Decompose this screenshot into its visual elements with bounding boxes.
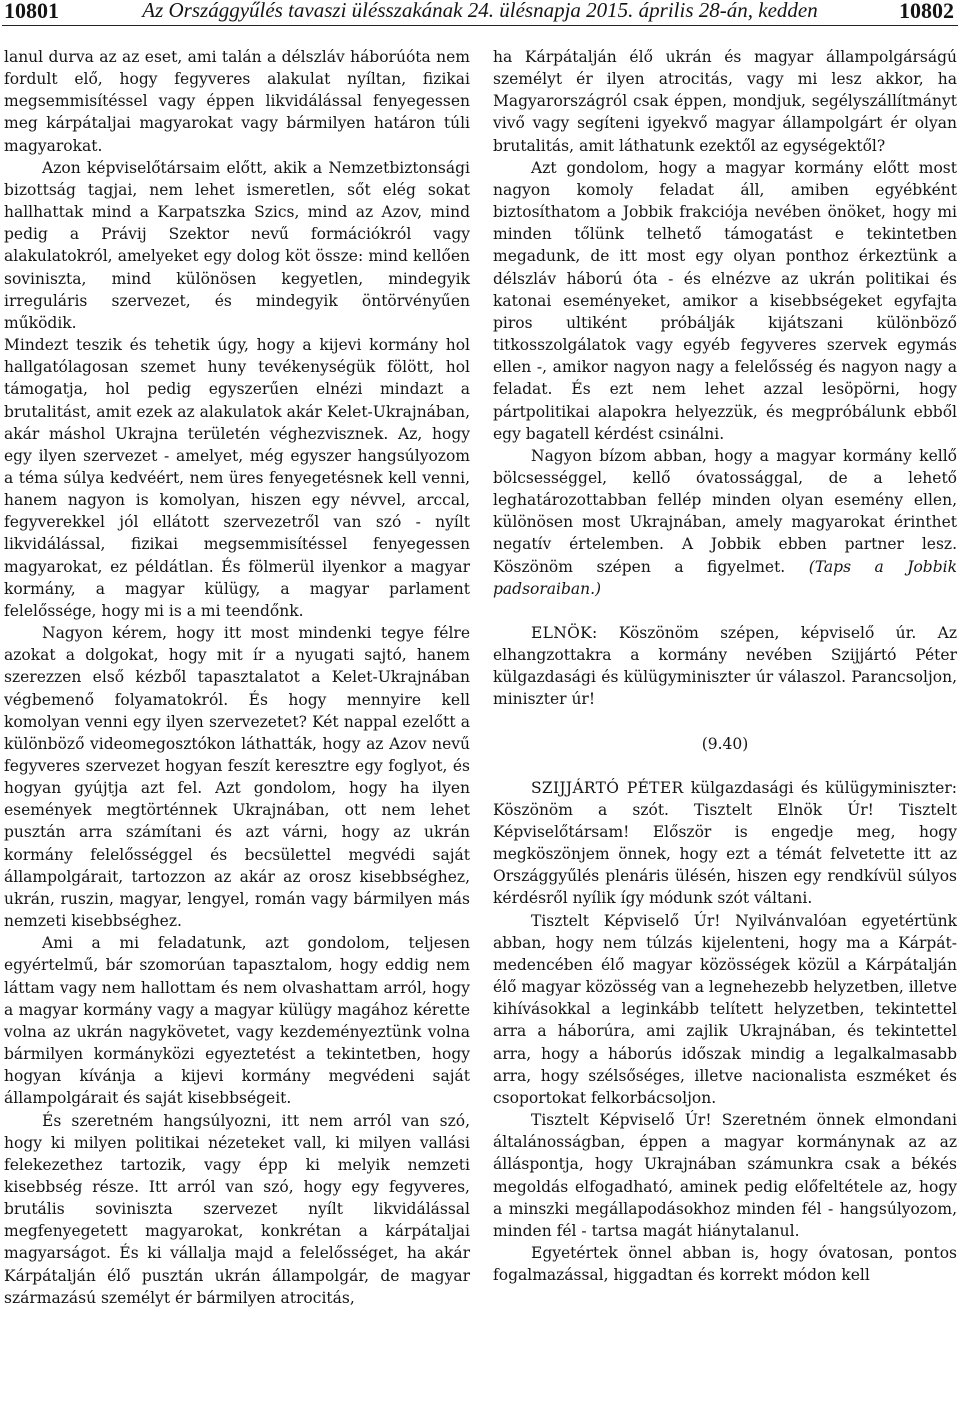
paragraph-text: külgazdasági és külügyminiszter: Köszönöm a szót. Tisztelt Elnök Úr! Tisztelt Képviselőtársam! Először is engedje meg, hogy megköszönjem önnek, hogy ezt a témát felvetette itt az Országgyűlés plenáris ülésén, hiszen egy rendkívül súlyos kérdésről nyílik így módunk szót váltani. (493, 778, 957, 908)
paragraph (493, 445, 957, 600)
paragraph: Ami a mi feladatunk, azt gondolom, teljesen egyértelmű, bár szomorúan tapasztalom, hogy eddig nem láttam vagy nem hallottam és nem olvashattam arról, hogy a magyar kormány vagy a magyar külügy magához kérette volna az ukrán nagykövetet, vagy kezdeményeztünk volna bármilyen kormányközi egyeztetést a tekintetben, hogy hogyan kívánja a kijevi kormány megvédeni saját állampolgárait és saját kisebbségeit. (4, 934, 470, 1108)
minister-statement (493, 777, 957, 910)
paragraph: És szeretném hangsúlyozni, itt nem arról van szó, hogy ki milyen politikai nézeteket vall, ki milyen vallási felekezethez tartozik, vagy épp ki melyik nemzeti kisebbség része. Itt arról van szó, hogy egy fegyveres, brutális soviniszta szervezet nyílt likvidálással megfenyegetett magyarokat, konkrétan a kárpátaljai magyarságot. És ki vállalja majd a felelősséget, ha akár Kárpátalján élő pusztán ukrán állampolgár, de magyar származású személyt ér bármilyen atrocitás, (4, 1111, 470, 1307)
speaker-name: ELNÖK: (531, 623, 598, 642)
paragraph: Nagyon kérem, hogy itt most mindenki tegye félre azokat a dolgokat, hogy mit ír a nyugati sajtó, hanem szerezzen első kézből tapasztalatot a Kelet-Ukrajnában végbemenő folyamatokról. És hogy mennyire kell komolyan venni egy ilyen szervezetet? Két nappal ezelőtt a különböző videomegosztókon láthatták, hogy az Azov nevű fegyveres szervezet hogyan feszít keresztre egy foglyot, és hogyan gyújtja azt fel. Azt gondolom, hogy ha ilyen események megtörténnek Ukrajnában, ott nem lehet pusztán arra számítani és azt várni, hogy az ukrán kormány felelősséggel és becsülettel megvédi saját állampolgárait, tartozzon az akár az orosz kisebbséghez, ukrán, ruszin, magyar, lengyel, román vagy bármilyen más nemzeti kisebbséghez. (4, 624, 470, 931)
page-header (0, 0, 960, 26)
right-column (493, 46, 957, 1286)
timestamp: (9.40) (701, 734, 749, 753)
speaker-name: SZIJJÁRTÓ PÉTER (531, 778, 684, 797)
paragraph: Mindezt teszik és tehetik úgy, hogy a kijevi kormány hol hallgatólagosan szemet huny tevékenységük fölött, hol támogatja, hol pedig egyszerűen elnézi mindazt a brutalitást, amit ezek az alakulatok akár Kelet-Ukrajnában, akár máshol Ukrajna területén véghezvisznek. Az, hogy egy ilyen szervezet - amelyet, még egyszer hangsúlyozom a téma súlya kedvéért, nem üres fenyegetésnek kell venni, hanem nagyon is komolyan, hiszen egy névvel, arccal, fegyverekkel jól ellátott szervezetről van szó - nyílt likvidálással, fizikai megsemmisítéssel fenyegessen magyarokat, ez példátlan. És fölmerül ilyenkor a magyar kormány, a magyar külügy, a magyar parlament felelőssége, hogy mi is a mi teendőnk. (4, 336, 470, 620)
header-rule (2, 25, 958, 26)
applause-note: (Taps a Jobbik padsoraiban.) (493, 557, 957, 598)
paragraph: Egyetértek önnel abban is, hogy óvatosan, pontos fogalmazással, higgadtan és korrekt módon kell (493, 1243, 957, 1285)
paragraph-text: Nagyon bízom abban, hogy a magyar kormány kellő bölcsességgel, kellő óvatossággal, de a lehető leghatározottabban fellép minden olyan esemény ellen, különösen most Ukrajnában, amely magyarokat érinthet negatív értelemben. A Jobbik ebben partner lesz. Köszönöm szépen a figyelmet. (493, 446, 957, 576)
paragraph: ha Kárpátalján élő ukrán és magyar állampolgárságú személyt ér ilyen atrocitás, vagy mi lesz akkor, ha Magyarországról csak éppen, mondjuk, segélyszállítmányt vivő vagy segíteni igyekvő magyar állampolgárt ér olyan brutalitás, amit láthatunk ezektől az egységektől? (493, 48, 957, 155)
paragraph: Azt gondolom, hogy a magyar kormány előtt most nagyon komoly feladat áll, amiben egyébként biztosíthatom a Jobbik frakciója nevében önöket, hogy mi minden tőlünk telhető támogatást e tekintetben megadunk, de itt most egy olyan ponthoz érkeztünk a délszláv háború óta - és elnézve az ukrán politikai és katonai eseményeket, amikor a kisebbségeket egyfajta piros ultiként próbálják kijátszani különböző titkosszolgálatok vagy egyéb fegyveres szervek egymás ellen -, amikor nagyon nagy a felelősség és nagyon nagy a feladat. És ezt nem lehet azzal lesöpörni, hogy pártpolitikai alapokra helyezzük, és megpróbálunk ebből egy bagatell kérdést csinálni. (493, 158, 957, 443)
page-number-left: 10801 (4, 0, 59, 23)
left-column (4, 46, 470, 1309)
chair-statement (493, 622, 957, 711)
paragraph: lanul durva az az eset, ami talán a délszláv háborúóta nem fordult elő, hogy fegyveres alakulat nyíltan, fizikai megsemmisítéssel vagy éppen likvidálással fenyegessen meg kárpátaljai magyarokat vagy bármilyen határon túli magyarokat. (4, 48, 470, 155)
running-title: Az Országgyűlés tavaszi ülésszakának 24. ülésnapja 2015. április 28-án, kedden (142, 0, 818, 22)
paragraph: Tisztelt Képviselő Úr! Szeretném önnek elmondani általánosságban, éppen a magyar kormánynak az az álláspontja, hogy Ukrajnában számunkra csak a békés megoldás elfogadható, aminek pedig előfeltétele az, hogy a minszki megállapodásokhoz minden fél - hangsúlyozom, minden fél - tartsa magát hiánytalanul. (493, 1111, 957, 1240)
paragraph: Tisztelt Képviselő Úr! Nyilvánvalóan egyetértünk abban, hogy nem túlzás kijelenteni, hogy ma a Kárpát-medencében élő magyar közösségek közül a Kárpátalján élő magyar közösség van a legnehezebb helyzetben, illetve kihívásokkal a leginkább telített helyzetben, tekintettel arra a háborúra, ami zajlik Ukrajnában, és tekintettel arra, hogy a háborús időszak mindig a legalkalmasabb arra, hogy szélsőséges, illetve nacionalista eszméket és csoportokat felkorbácsoljon. (493, 911, 957, 1107)
paragraph-text: Köszönöm szépen, képviselő úr. Az elhangzottakra a kormány nevében Szijjártó Péter külgazdasági és külügyminiszter úr válaszol. Parancsoljon, miniszter úr! (493, 623, 957, 709)
page-number-right: 10802 (899, 0, 954, 23)
paragraph: Azon képviselőtársaim előtt, akik a Nemzetbiztonsági bizottság tagjai, nem lehet ismeretlen, sőt elég sokat hallhattak mind a Karpatszka Szics, mind az Azov, mind pedig a Právij Szektor nevű formációkról vagy alakulatokról, amelyeket egy dolog köt össze: mind kellően soviniszta, mind különösen kegyetlen, mindegyik irreguláris szervezet, és mindegyik öntörvényűen működik. (4, 158, 470, 332)
